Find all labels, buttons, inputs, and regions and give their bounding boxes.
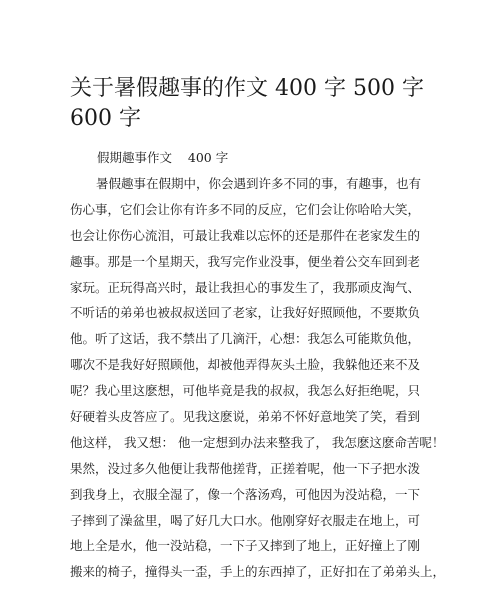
body-line: 哪次不是我好好照顾他，却被他弄得灰头土脸，我躲他还来不及 bbox=[70, 357, 421, 373]
document-subtitle: 假期趣事作文 400 字 bbox=[97, 150, 229, 165]
body-line: 家玩。正玩得高兴时，最让我担心的事发生了，我那顽皮淘气、 bbox=[70, 279, 421, 295]
body-line: 他这样， 我又想： 他一定想到办法来整我了， 我怎麽这麽命苦呢！ bbox=[70, 434, 445, 450]
body-line: 子摔到了澡盆里，喝了好几大口水。他刚穿好衣服走在地上，可 bbox=[70, 512, 421, 528]
body-line: 果然，没过多久他便让我帮他搓背，正搓着呢，他一下子把水泼 bbox=[70, 460, 421, 476]
body-line: 不听话的弟弟也被叔叔送回了老家，让我好好照顾他，不要欺负 bbox=[70, 305, 421, 321]
body-line: 到我身上，衣服全湿了，像一个落汤鸡，可他因为没站稳，一下 bbox=[70, 486, 421, 502]
body-line: 伤心事，它们会让你有许多不同的反应，它们会让你哈哈大笑， bbox=[70, 201, 421, 217]
body-line: 趣事。那是一个星期天，我写完作业没事，便坐着公交车回到老 bbox=[70, 253, 421, 269]
body-line: 暑假趣事在假期中，你会遇到许多不同的事，有趣事，也有 bbox=[96, 176, 422, 191]
document-title: 关于暑假趣事的作文 400 字 500 字 600 字 bbox=[70, 76, 424, 131]
body-line: 地上全是水，他一没站稳，一下子又摔到了地上，正好撞上了刚 bbox=[70, 538, 421, 554]
document-body bbox=[70, 176, 446, 590]
body-line: 好硬着头皮答应了。见我这麽说，弟弟不怀好意地笑了笑，看到 bbox=[70, 409, 421, 425]
body-line: 呢？我心里这麽想，可他毕竟是我的叔叔，我怎么好拒绝呢，只 bbox=[70, 383, 421, 399]
body-line: 他。听了这话，我不禁出了几滴汗，心想：我怎么可能欺负他， bbox=[70, 331, 421, 347]
body-line: 搬来的椅子，撞得头一歪，手上的东西掉了，正好扣在了弟弟头上， bbox=[70, 564, 446, 580]
body-line: 也会让你伤心流泪，可最让我难以忘怀的还是那件在老家发生的 bbox=[70, 227, 421, 243]
